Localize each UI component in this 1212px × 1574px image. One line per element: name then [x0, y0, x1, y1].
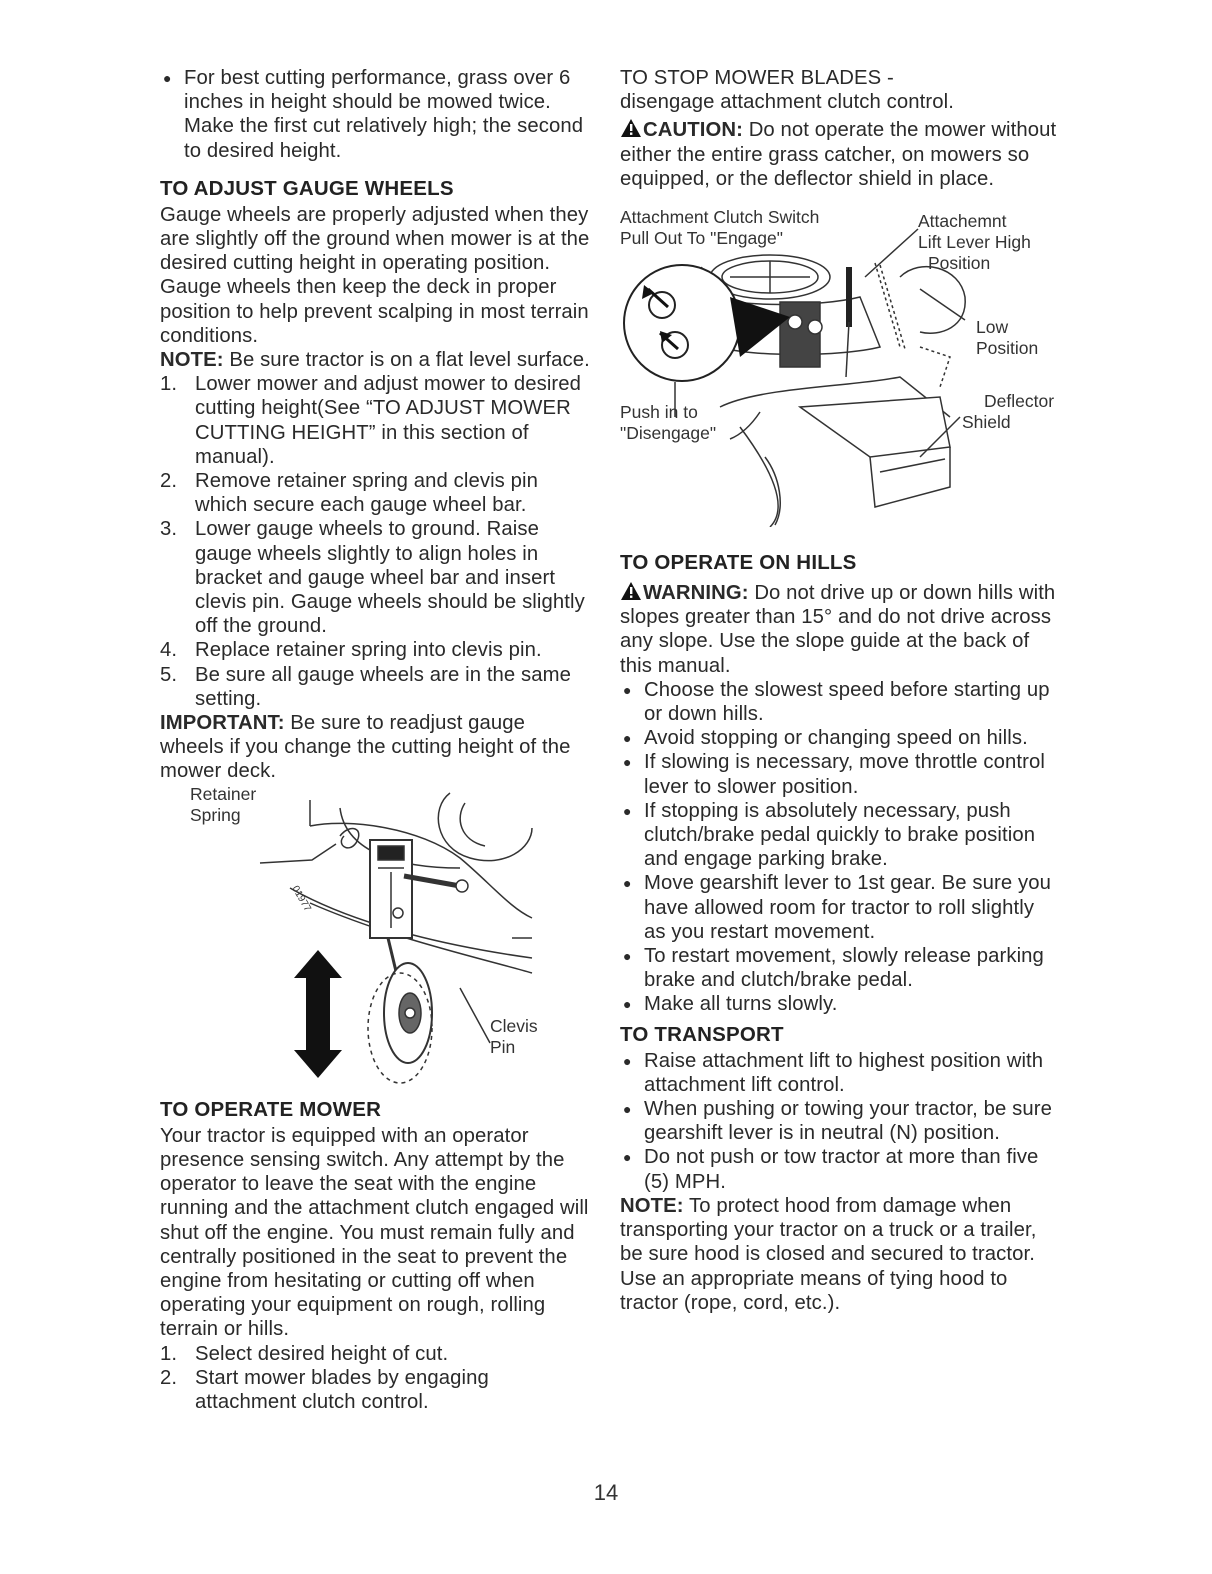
clutch-switch-figure: [620, 207, 1060, 527]
retainer-spring-label: Retainer Spring: [190, 783, 257, 825]
transport-note: [620, 1194, 1060, 1315]
bullet-icon: ●: [623, 1052, 632, 1069]
clevis-pin-label: Clevis Pin: [490, 1015, 538, 1057]
hills-heading: TO OPERATE ON HILLS: [620, 551, 857, 575]
caution-label: CAUTION:: [643, 119, 743, 142]
hill-bullet: ● Make all turns slowly.: [623, 993, 838, 1016]
transport-bullet: ● When pushing or towing your tractor, be sure gearshift lever is in neutral (N) position.: [623, 1098, 1052, 1145]
stop-blades-line: TO STOP MOWER BLADES -: [620, 67, 894, 89]
operate-heading: TO OPERATE MOWER: [160, 1097, 382, 1121]
gauge-step: 3. Lower gauge wheels to ground. Raise gauge wheels slightly to align holes in bracket and gauge wheel bar and insert clevis pin. Gauge wheels should be slightly off the ground.: [160, 518, 585, 638]
warning-triangle-icon: [620, 118, 642, 138]
gauge-paragraph: Gauge wheels are properly adjusted when they are slightly off the ground when mower is at the desired cutting height in operating position. Gauge wheels then keep the deck in proper position to help prevent scalping in most terrain conditions.: [160, 203, 590, 347]
operate-step: 2. Start mower blades by engaging attachment clutch control.: [160, 1366, 489, 1413]
push-disengage-label: Push in to "Disengage": [620, 402, 717, 444]
bullet-icon: ●: [623, 802, 632, 819]
important-note: [160, 711, 592, 784]
intro-bullet: [160, 66, 592, 163]
caution-text: Do not operate the mower without either the entire grass catcher, on mowers so equipped, or the deflector shield in place.: [620, 119, 1057, 190]
gauge-note: [160, 348, 592, 372]
note-text: To protect hood from damage when transporting your tractor on a truck or a trailer, be sure hood is closed and secured to tractor. Use an appropriate means of tying hood to tractor (rope, cord, etc.).: [620, 1194, 1037, 1314]
warning-text: Do not drive up or down hills with slopes greater than 15° and do not drive across any slope. Use the slope guide at the back of this manual.: [620, 582, 1056, 677]
gauge-step: 1. Lower mower and adjust mower to desired cutting height(See “TO ADJUST MOWER CUTTING HEIGHT” in this section of manual).: [160, 373, 582, 468]
lift-lever-label: Attachemnt Lift Lever High Position: [918, 211, 1031, 274]
hill-bullet: ● If stopping is absolutely necessary, push clutch/brake pedal quickly to brake position and engage parking brake.: [623, 799, 1036, 871]
warning-label: WARNING:: [643, 582, 749, 605]
left-column: [160, 66, 592, 1414]
clutch-switch-label: Attachment Clutch Switch Pull Out To "Engage": [620, 207, 820, 249]
bullet-icon: ●: [163, 70, 172, 86]
figure-code: 01977: [289, 883, 313, 914]
operate-steps: [160, 1342, 592, 1415]
hill-bullet: ● Choose the slowest speed before starting up or down hills.: [623, 678, 1050, 726]
transport-bullet: ● Do not push or tow tractor at more than five (5) MPH.: [623, 1146, 1039, 1193]
transport-heading: TO TRANSPORT: [620, 1022, 784, 1046]
transport-bullets: [620, 1049, 1060, 1194]
hill-bullet: ● To restart movement, slowly release parking brake and clutch/brake pedal.: [623, 945, 1044, 992]
transport-bullet: ● Raise attachment lift to highest position with attachment lift control.: [623, 1049, 1044, 1096]
bullet-icon: ●: [623, 1149, 632, 1166]
bullet-icon: ●: [623, 996, 632, 1013]
warning-block: [620, 581, 1060, 678]
intro-bullet-text: For best cutting performance, grass over 6 inches in height should be mowed twice. Make the first cut relatively high; the second to desired height.: [184, 67, 584, 162]
hill-bullets: [620, 678, 1060, 1017]
gauge-wheel-figure: [160, 783, 592, 1088]
warning-triangle-icon: [620, 581, 642, 601]
caution-block: [620, 118, 1060, 191]
bullet-icon: ●: [623, 875, 632, 892]
up-down-arrow-icon: [294, 950, 342, 1078]
stop-blades-detail: disengage attachment clutch control.: [620, 91, 954, 114]
page-number: 14: [593, 1480, 619, 1505]
low-position-label: Low Position: [976, 317, 1039, 359]
gauge-heading: TO ADJUST GAUGE WHEELS: [160, 176, 454, 200]
bullet-icon: ●: [623, 1101, 632, 1118]
bullet-icon: ●: [623, 681, 632, 698]
important-label: IMPORTANT:: [160, 712, 285, 735]
operate-step: 1. Select desired height of cut.: [160, 1342, 449, 1365]
right-column: [620, 66, 1060, 1315]
hill-bullet: ● Avoid stopping or changing speed on hills.: [623, 727, 1028, 750]
note-text: Be sure tractor is on a flat level surface.: [223, 349, 590, 372]
operate-paragraph: Your tractor is equipped with an operator presence sensing switch. Any attempt by the operator to leave the seat with the engine running and the attachment clutch engaged will shut off the engine. You must remain fully and centrally positioned in the seat to prevent the engine from hesitating or cutting off when operating your equipment on rough, rolling terrain or hills.: [160, 1124, 589, 1341]
gauge-step: 5. Be sure all gauge wheels are in the same setting.: [160, 663, 572, 710]
note-label: NOTE:: [620, 1194, 684, 1217]
bullet-icon: ●: [623, 948, 632, 965]
gauge-step: 2. Remove retainer spring and clevis pin which secure each gauge wheel bar.: [160, 470, 539, 517]
hill-bullet: ● If slowing is necessary, move throttle control lever to slower position.: [623, 751, 1045, 798]
gauge-step: 4. Replace retainer spring into clevis pin.: [160, 639, 542, 662]
bullet-icon: ●: [623, 754, 632, 771]
gauge-steps: [160, 372, 592, 711]
deflector-shield-label: Deflector Shield: [962, 391, 1055, 433]
hill-bullet: ● Move gearshift lever to 1st gear. Be sure you have allowed room for tractor to roll slightly as you restart movement.: [623, 872, 1051, 943]
important-text: Be sure to readjust gauge wheels if you change the cutting height of the mower deck.: [160, 712, 571, 783]
note-label: NOTE:: [160, 349, 224, 372]
bullet-icon: ●: [623, 730, 632, 747]
zoom-callout: [624, 265, 790, 381]
